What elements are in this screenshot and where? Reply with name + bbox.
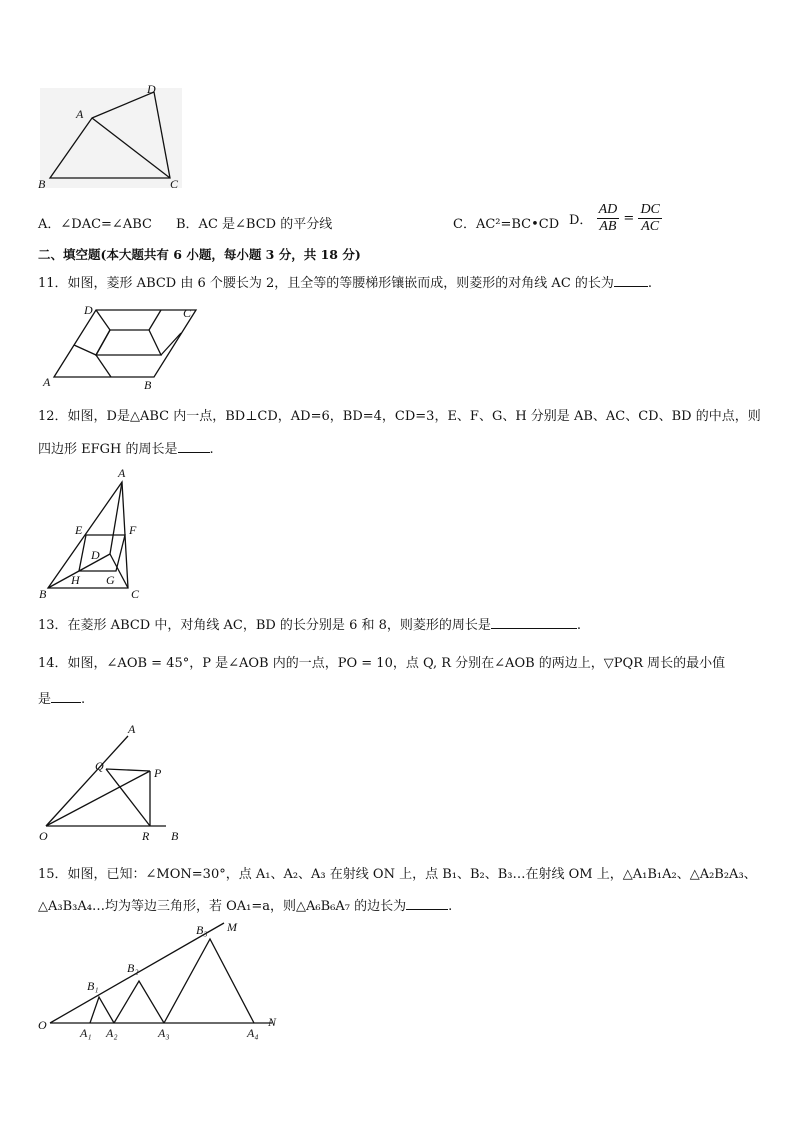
question-15-text: △A₃B₃A₄…均为等边三角形，若 OA₁=a，则△A₆B₆A₇ 的边长为 [38, 899, 407, 914]
trapezoid-edge [74, 345, 96, 355]
answer-blank [178, 440, 210, 453]
label-m: M [227, 920, 237, 934]
question-12-line-1: 12．如图，D是△ABC 内一点，BD⊥CD，AD=6，BD=4，CD=3，E、F、G、H 分别是 AB、AC、CD、BD 的中点，则 [38, 409, 761, 424]
label-o: O [39, 829, 48, 843]
segment-op [46, 771, 150, 826]
figure-q15 [34, 918, 284, 1046]
label-e: E [75, 523, 83, 537]
label-a1: A₁ [80, 1026, 92, 1040]
label-c: C [183, 306, 192, 320]
question-12-text: 四边形 EFGH 的周长是 [38, 442, 178, 457]
label-d: D [91, 548, 100, 562]
label-d: D [84, 303, 93, 317]
question-12-end: . [209, 442, 214, 457]
figure-q11 [36, 300, 206, 392]
option-d-prefix: D． [569, 213, 593, 228]
figure-q10 [36, 80, 188, 192]
option-a: A．∠DAC=∠ABC [38, 217, 152, 232]
question-14-text: 是 [38, 692, 52, 707]
option-d [569, 202, 662, 235]
figure-q14 [36, 720, 186, 845]
trapezoid-edge [149, 310, 161, 330]
trapezoid-edge [161, 333, 181, 355]
question-13-text: 13．在菱形 ABCD 中，对角线 AC，BD 的长分别是 6 和 8，则菱形的周长是 [38, 618, 491, 633]
label-d: D [147, 82, 156, 96]
question-12-line-2 [38, 438, 214, 457]
label-a: A [128, 722, 136, 736]
quadrilateral-efgh [79, 535, 125, 571]
label-b: B [144, 378, 152, 392]
label-a: A [43, 375, 51, 389]
rhombus-abcd [54, 310, 196, 377]
triangle-a1b1a2 [90, 997, 114, 1023]
question-14-line-1: 14．如图，∠AOB = 45°，P 是∠AOB 内的一点，PO = 10，点 Q, R 分别在∠AOB 的两边上，▽PQR 周长的最小值 [38, 656, 726, 671]
label-b3: B₃ [196, 923, 208, 937]
question-15-line-2 [38, 895, 452, 914]
label-c: C [170, 177, 179, 191]
label-b: B [39, 587, 47, 601]
option-c: C．AC²=BC•CD [453, 217, 560, 232]
question-11 [38, 272, 652, 291]
label-n: N [268, 1015, 277, 1029]
answer-blank [614, 274, 648, 287]
fraction-ad-ab [597, 202, 620, 235]
fraction-numerator: AD [598, 202, 618, 217]
label-a: A [76, 107, 84, 121]
question-11-text: 11．如图，菱形 ABCD 由 6 个腰长为 2，且全等的等腰梯形镶嵌而成，则菱形的对角线 AC 的长为 [38, 276, 614, 291]
segment-qp [106, 769, 150, 771]
answer-blank [491, 616, 577, 629]
label-a4: A₄ [247, 1026, 259, 1040]
segment-ad [110, 482, 122, 554]
label-b1: B₁ [87, 979, 99, 993]
label-r: R [142, 829, 150, 843]
label-h: H [71, 573, 80, 587]
equals-sign: = [623, 211, 635, 226]
label-p: P [154, 766, 162, 780]
label-g: G [106, 573, 115, 587]
fraction-denominator: AB [599, 219, 617, 234]
answer-blank [406, 897, 448, 910]
label-b: B [38, 177, 46, 191]
figure-background [40, 88, 182, 188]
question-15-end: . [448, 899, 453, 914]
triangle-a2b2a3 [114, 981, 164, 1023]
fraction-numerator: DC [640, 202, 660, 217]
label-a2: A₂ [106, 1026, 118, 1040]
segment-qr [106, 769, 150, 826]
trapezoid-edge [96, 355, 111, 377]
label-q: Q [95, 759, 104, 773]
label-a3: A₃ [158, 1026, 170, 1040]
triangle-a3b3a4 [164, 939, 254, 1023]
trapezoid-edge [96, 330, 110, 355]
label-b2: B₂ [127, 961, 139, 975]
label-c: C [131, 587, 140, 601]
trapezoid-edge [96, 310, 110, 330]
answer-blank [51, 690, 81, 703]
question-14-end: . [81, 692, 86, 707]
question-11-end: . [647, 276, 653, 291]
fraction-denominator: AC [641, 219, 660, 234]
label-f: F [129, 523, 137, 537]
question-14-line-2 [38, 688, 85, 707]
label-b: B [171, 829, 179, 843]
section-heading: 二、填空题(本大题共有 6 小题，每小题 3 分，共 18 分) [38, 247, 361, 262]
question-15-line-1: 15．如图，已知：∠MON=30°，点 A₁、A₂、A₃ 在射线 ON 上，点 B₁、B₂、B₃…在射线 OM 上，△A₁B₁A₂、△A₂B₂A₃、 [38, 867, 757, 882]
figure-q12 [36, 462, 148, 602]
inner-hexagon [96, 330, 161, 355]
fraction-dc-ac [638, 202, 661, 235]
question-13-end: . [576, 618, 582, 633]
option-b: B．AC 是∠BCD 的平分线 [176, 217, 333, 232]
label-a: A [118, 466, 126, 480]
question-13 [38, 614, 581, 633]
label-o: O [38, 1018, 47, 1032]
